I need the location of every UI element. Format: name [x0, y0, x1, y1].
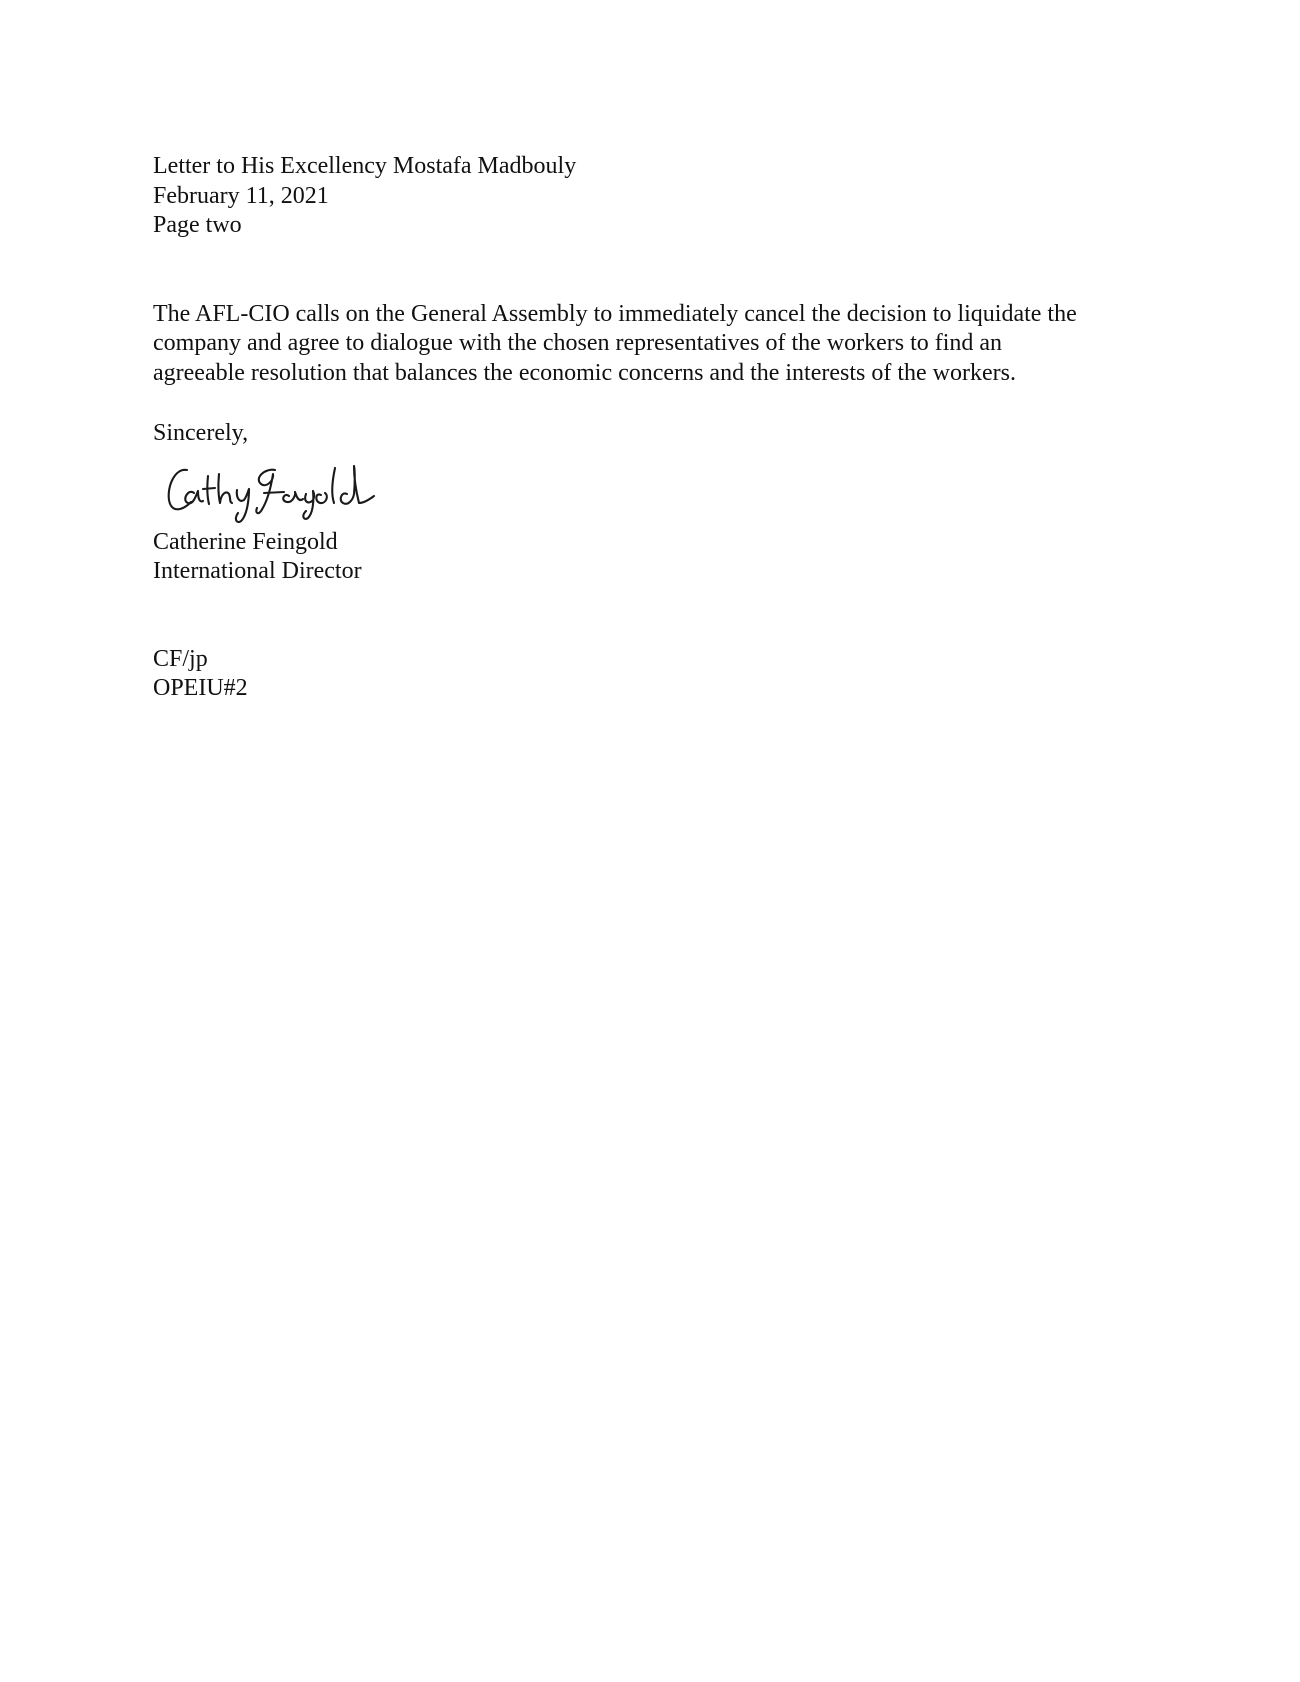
- letter-date: February 11, 2021: [153, 182, 329, 209]
- reference-block: [153, 645, 1163, 704]
- closing-salutation: Sincerely,: [153, 420, 249, 446]
- recipient-line: Letter to His Excellency Mostafa Madbouly: [153, 153, 577, 179]
- reference-initials: CF/jp: [153, 645, 208, 672]
- body-line-1: The AFL-CIO calls on the General Assembly to immediately cancel the decision to liquidate the: [153, 300, 1077, 327]
- signer-title: International Director: [153, 558, 362, 584]
- handwritten-signature: [163, 458, 378, 530]
- signer-name: Catherine Feingold: [153, 528, 338, 555]
- body-line-2: company and agree to dialogue with the chosen representatives of the workers to find an: [153, 330, 1003, 356]
- union-code: OPEIU#2: [153, 675, 248, 701]
- letter-header: [153, 152, 1163, 241]
- closing-block: [153, 419, 1163, 530]
- page-label: Page two: [153, 212, 242, 238]
- letter-content: [153, 152, 1163, 704]
- body-line-3: agreeable resolution that balances the economic concerns and the interests of the workers.: [153, 359, 1016, 386]
- signer-block: [153, 528, 1163, 587]
- body-paragraph: [153, 300, 1163, 389]
